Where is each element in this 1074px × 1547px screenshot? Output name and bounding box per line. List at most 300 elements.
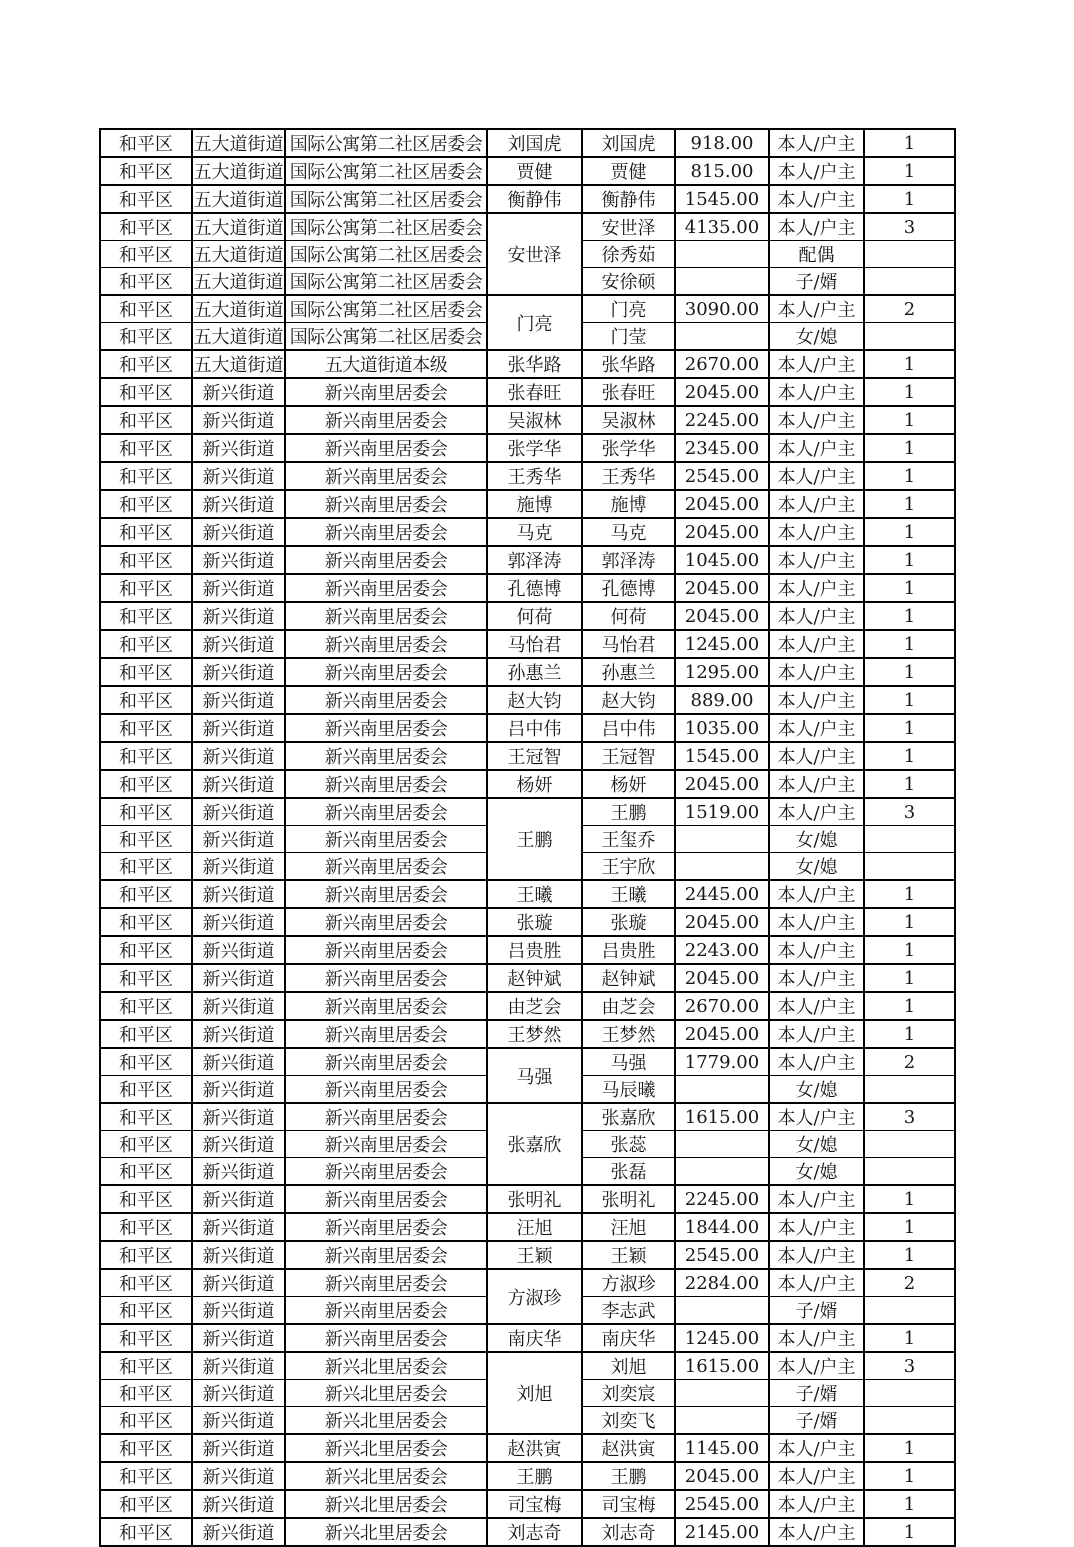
cell-street: 新兴街道 bbox=[192, 462, 285, 490]
table-row bbox=[100, 157, 955, 185]
cell-count: 1 bbox=[864, 1020, 955, 1048]
cell-district: 和平区 bbox=[100, 1020, 192, 1048]
cell-amount bbox=[675, 826, 769, 853]
cell-member: 汪旭 bbox=[582, 1213, 675, 1241]
cell-street: 新兴街道 bbox=[192, 742, 285, 770]
cell-relation: 本人/户主 bbox=[769, 157, 864, 185]
cell-relation: 本人/户主 bbox=[769, 434, 864, 462]
cell-amount: 2243.00 bbox=[675, 936, 769, 964]
cell-head: 汪旭 bbox=[487, 1213, 582, 1241]
table-row bbox=[100, 462, 955, 490]
cell-street: 新兴街道 bbox=[192, 378, 285, 406]
cell-district: 和平区 bbox=[100, 714, 192, 742]
cell-street: 新兴街道 bbox=[192, 518, 285, 546]
cell-count: 1 bbox=[864, 1518, 955, 1546]
cell-head: 方淑珍 bbox=[487, 1269, 582, 1324]
table-row bbox=[100, 714, 955, 742]
cell-district: 和平区 bbox=[100, 157, 192, 185]
cell-head: 张璇 bbox=[487, 908, 582, 936]
cell-member: 吕贵胜 bbox=[582, 936, 675, 964]
cell-district: 和平区 bbox=[100, 518, 192, 546]
cell-committee: 新兴南里居委会 bbox=[285, 658, 487, 686]
table-row bbox=[100, 964, 955, 992]
cell-member: 贾健 bbox=[582, 157, 675, 185]
cell-member: 刘国虎 bbox=[582, 129, 675, 157]
cell-district: 和平区 bbox=[100, 1324, 192, 1352]
table-row bbox=[100, 1490, 955, 1518]
cell-member: 张春旺 bbox=[582, 378, 675, 406]
table-row bbox=[100, 406, 955, 434]
cell-count: 1 bbox=[864, 602, 955, 630]
household-table-body bbox=[100, 129, 955, 1546]
cell-street: 新兴街道 bbox=[192, 1462, 285, 1490]
cell-amount: 2545.00 bbox=[675, 1241, 769, 1269]
cell-amount: 2670.00 bbox=[675, 992, 769, 1020]
cell-member: 刘旭 bbox=[582, 1352, 675, 1380]
cell-amount: 1295.00 bbox=[675, 658, 769, 686]
cell-street: 新兴街道 bbox=[192, 1352, 285, 1380]
cell-committee: 新兴南里居委会 bbox=[285, 742, 487, 770]
cell-count: 1 bbox=[864, 518, 955, 546]
cell-district: 和平区 bbox=[100, 406, 192, 434]
cell-amount: 1045.00 bbox=[675, 546, 769, 574]
cell-count: 1 bbox=[864, 686, 955, 714]
cell-district: 和平区 bbox=[100, 602, 192, 630]
cell-relation: 本人/户主 bbox=[769, 1324, 864, 1352]
cell-member: 王冠智 bbox=[582, 742, 675, 770]
cell-amount bbox=[675, 268, 769, 296]
table-row bbox=[100, 602, 955, 630]
cell-street: 新兴街道 bbox=[192, 602, 285, 630]
cell-street: 新兴街道 bbox=[192, 490, 285, 518]
cell-member: 郭泽涛 bbox=[582, 546, 675, 574]
cell-committee: 新兴南里居委会 bbox=[285, 798, 487, 826]
cell-amount: 2545.00 bbox=[675, 462, 769, 490]
cell-count bbox=[864, 323, 955, 351]
table-row bbox=[100, 936, 955, 964]
cell-district: 和平区 bbox=[100, 1103, 192, 1131]
cell-count: 3 bbox=[864, 213, 955, 241]
table-row bbox=[100, 185, 955, 213]
cell-street: 新兴街道 bbox=[192, 630, 285, 658]
cell-committee: 新兴北里居委会 bbox=[285, 1352, 487, 1380]
cell-count: 2 bbox=[864, 295, 955, 323]
cell-amount bbox=[675, 1158, 769, 1186]
table-row bbox=[100, 518, 955, 546]
cell-relation: 本人/户主 bbox=[769, 658, 864, 686]
cell-committee: 国际公寓第二社区居委会 bbox=[285, 185, 487, 213]
cell-committee: 新兴南里居委会 bbox=[285, 1297, 487, 1325]
cell-relation: 女/媳 bbox=[769, 826, 864, 853]
table-row bbox=[100, 213, 955, 241]
cell-committee: 新兴北里居委会 bbox=[285, 1490, 487, 1518]
cell-district: 和平区 bbox=[100, 826, 192, 853]
table-row bbox=[100, 129, 955, 157]
cell-head: 张明礼 bbox=[487, 1185, 582, 1213]
cell-street: 新兴街道 bbox=[192, 1158, 285, 1186]
cell-relation: 本人/户主 bbox=[769, 602, 864, 630]
cell-count: 1 bbox=[864, 1462, 955, 1490]
cell-relation: 本人/户主 bbox=[769, 880, 864, 908]
cell-amount: 2045.00 bbox=[675, 1462, 769, 1490]
cell-relation: 本人/户主 bbox=[769, 908, 864, 936]
cell-relation: 本人/户主 bbox=[769, 1241, 864, 1269]
cell-committee: 新兴南里居委会 bbox=[285, 880, 487, 908]
cell-district: 和平区 bbox=[100, 129, 192, 157]
cell-district: 和平区 bbox=[100, 1434, 192, 1462]
cell-district: 和平区 bbox=[100, 1048, 192, 1076]
cell-committee: 新兴南里居委会 bbox=[285, 1076, 487, 1104]
cell-count bbox=[864, 1407, 955, 1435]
table-row bbox=[100, 1434, 955, 1462]
cell-amount: 2245.00 bbox=[675, 406, 769, 434]
cell-member: 马克 bbox=[582, 518, 675, 546]
cell-district: 和平区 bbox=[100, 378, 192, 406]
cell-relation: 本人/户主 bbox=[769, 1518, 864, 1546]
cell-street: 五大道街道 bbox=[192, 157, 285, 185]
cell-count: 1 bbox=[864, 936, 955, 964]
cell-district: 和平区 bbox=[100, 658, 192, 686]
cell-count bbox=[864, 1158, 955, 1186]
cell-district: 和平区 bbox=[100, 798, 192, 826]
cell-count: 2 bbox=[864, 1048, 955, 1076]
cell-relation: 本人/户主 bbox=[769, 1490, 864, 1518]
cell-amount: 1615.00 bbox=[675, 1352, 769, 1380]
cell-head: 王鹏 bbox=[487, 1462, 582, 1490]
cell-member: 李志武 bbox=[582, 1297, 675, 1325]
cell-count: 1 bbox=[864, 490, 955, 518]
cell-street: 新兴街道 bbox=[192, 770, 285, 798]
cell-head: 司宝梅 bbox=[487, 1490, 582, 1518]
cell-street: 新兴街道 bbox=[192, 1380, 285, 1407]
household-benefit-table bbox=[99, 128, 956, 1547]
cell-street: 五大道街道 bbox=[192, 350, 285, 378]
cell-amount: 4135.00 bbox=[675, 213, 769, 241]
cell-count bbox=[864, 853, 955, 881]
cell-district: 和平区 bbox=[100, 770, 192, 798]
cell-district: 和平区 bbox=[100, 1241, 192, 1269]
cell-count: 3 bbox=[864, 1103, 955, 1131]
cell-head: 张嘉欣 bbox=[487, 1103, 582, 1185]
cell-relation: 本人/户主 bbox=[769, 1048, 864, 1076]
cell-district: 和平区 bbox=[100, 1158, 192, 1186]
cell-committee: 国际公寓第二社区居委会 bbox=[285, 241, 487, 268]
cell-committee: 新兴南里居委会 bbox=[285, 1158, 487, 1186]
cell-amount: 1519.00 bbox=[675, 798, 769, 826]
cell-member: 门莹 bbox=[582, 323, 675, 351]
cell-member: 门亮 bbox=[582, 295, 675, 323]
cell-relation: 本人/户主 bbox=[769, 964, 864, 992]
table-row bbox=[100, 1103, 955, 1131]
cell-street: 新兴街道 bbox=[192, 1131, 285, 1158]
cell-committee: 新兴南里居委会 bbox=[285, 964, 487, 992]
cell-member: 司宝梅 bbox=[582, 1490, 675, 1518]
cell-committee: 新兴北里居委会 bbox=[285, 1380, 487, 1407]
table-row bbox=[100, 880, 955, 908]
cell-committee: 新兴南里居委会 bbox=[285, 853, 487, 881]
cell-committee: 新兴南里居委会 bbox=[285, 630, 487, 658]
cell-district: 和平区 bbox=[100, 1518, 192, 1546]
cell-count bbox=[864, 1297, 955, 1325]
cell-head: 马怡君 bbox=[487, 630, 582, 658]
cell-amount: 1245.00 bbox=[675, 630, 769, 658]
cell-count: 1 bbox=[864, 378, 955, 406]
cell-street: 新兴街道 bbox=[192, 1407, 285, 1435]
table-row bbox=[100, 546, 955, 574]
cell-street: 新兴街道 bbox=[192, 936, 285, 964]
cell-relation: 本人/户主 bbox=[769, 742, 864, 770]
cell-relation: 本人/户主 bbox=[769, 1434, 864, 1462]
table-row bbox=[100, 1324, 955, 1352]
cell-committee: 新兴南里居委会 bbox=[285, 1103, 487, 1131]
cell-street: 新兴街道 bbox=[192, 798, 285, 826]
cell-count: 1 bbox=[864, 1324, 955, 1352]
cell-head: 赵洪寅 bbox=[487, 1434, 582, 1462]
cell-committee: 新兴南里居委会 bbox=[285, 518, 487, 546]
cell-member: 张璇 bbox=[582, 908, 675, 936]
cell-committee: 新兴南里居委会 bbox=[285, 686, 487, 714]
cell-member: 安世泽 bbox=[582, 213, 675, 241]
cell-street: 新兴街道 bbox=[192, 908, 285, 936]
cell-street: 新兴街道 bbox=[192, 1490, 285, 1518]
cell-relation: 本人/户主 bbox=[769, 490, 864, 518]
cell-street: 新兴街道 bbox=[192, 1434, 285, 1462]
cell-head: 门亮 bbox=[487, 295, 582, 350]
cell-district: 和平区 bbox=[100, 1076, 192, 1104]
cell-amount: 1145.00 bbox=[675, 1434, 769, 1462]
table-row bbox=[100, 1213, 955, 1241]
cell-head: 张学华 bbox=[487, 434, 582, 462]
cell-amount bbox=[675, 1297, 769, 1325]
cell-count: 1 bbox=[864, 770, 955, 798]
cell-member: 张磊 bbox=[582, 1158, 675, 1186]
cell-relation: 配偶 bbox=[769, 241, 864, 268]
cell-relation: 本人/户主 bbox=[769, 1103, 864, 1131]
cell-committee: 新兴南里居委会 bbox=[285, 908, 487, 936]
cell-committee: 五大道街道本级 bbox=[285, 350, 487, 378]
cell-amount: 1545.00 bbox=[675, 185, 769, 213]
cell-member: 赵钟斌 bbox=[582, 964, 675, 992]
cell-relation: 本人/户主 bbox=[769, 350, 864, 378]
cell-head: 由芝会 bbox=[487, 992, 582, 1020]
cell-member: 刘奕宸 bbox=[582, 1380, 675, 1407]
table-row bbox=[100, 490, 955, 518]
cell-relation: 本人/户主 bbox=[769, 213, 864, 241]
cell-relation: 本人/户主 bbox=[769, 546, 864, 574]
cell-amount: 1615.00 bbox=[675, 1103, 769, 1131]
cell-count: 1 bbox=[864, 462, 955, 490]
table-row bbox=[100, 908, 955, 936]
cell-relation: 本人/户主 bbox=[769, 992, 864, 1020]
cell-count: 1 bbox=[864, 630, 955, 658]
cell-count bbox=[864, 241, 955, 268]
cell-head: 张春旺 bbox=[487, 378, 582, 406]
cell-count: 1 bbox=[864, 1490, 955, 1518]
cell-amount bbox=[675, 1407, 769, 1435]
cell-member: 南庆华 bbox=[582, 1324, 675, 1352]
cell-head: 刘旭 bbox=[487, 1352, 582, 1434]
cell-relation: 本人/户主 bbox=[769, 1213, 864, 1241]
cell-street: 五大道街道 bbox=[192, 268, 285, 296]
cell-amount: 815.00 bbox=[675, 157, 769, 185]
cell-count: 1 bbox=[864, 185, 955, 213]
cell-head: 马克 bbox=[487, 518, 582, 546]
cell-district: 和平区 bbox=[100, 1269, 192, 1297]
cell-member: 吕中伟 bbox=[582, 714, 675, 742]
cell-street: 新兴街道 bbox=[192, 1103, 285, 1131]
cell-member: 张明礼 bbox=[582, 1185, 675, 1213]
table-row bbox=[100, 1462, 955, 1490]
cell-district: 和平区 bbox=[100, 964, 192, 992]
table-row bbox=[100, 992, 955, 1020]
cell-district: 和平区 bbox=[100, 546, 192, 574]
cell-committee: 新兴南里居委会 bbox=[285, 1213, 487, 1241]
cell-head: 吕中伟 bbox=[487, 714, 582, 742]
cell-amount: 2445.00 bbox=[675, 880, 769, 908]
cell-district: 和平区 bbox=[100, 880, 192, 908]
cell-amount bbox=[675, 1380, 769, 1407]
cell-amount: 1545.00 bbox=[675, 742, 769, 770]
cell-amount: 1779.00 bbox=[675, 1048, 769, 1076]
cell-district: 和平区 bbox=[100, 350, 192, 378]
table-row bbox=[100, 742, 955, 770]
cell-count: 1 bbox=[864, 350, 955, 378]
cell-member: 张学华 bbox=[582, 434, 675, 462]
cell-district: 和平区 bbox=[100, 462, 192, 490]
cell-district: 和平区 bbox=[100, 1462, 192, 1490]
table-row bbox=[100, 770, 955, 798]
cell-head: 张华路 bbox=[487, 350, 582, 378]
cell-member: 马强 bbox=[582, 1048, 675, 1076]
cell-head: 孙惠兰 bbox=[487, 658, 582, 686]
cell-count: 1 bbox=[864, 434, 955, 462]
cell-count: 1 bbox=[864, 964, 955, 992]
cell-street: 新兴街道 bbox=[192, 658, 285, 686]
table-row bbox=[100, 1518, 955, 1546]
cell-street: 新兴街道 bbox=[192, 1076, 285, 1104]
cell-relation: 本人/户主 bbox=[769, 378, 864, 406]
cell-street: 新兴街道 bbox=[192, 853, 285, 881]
cell-committee: 新兴北里居委会 bbox=[285, 1434, 487, 1462]
cell-head: 贾健 bbox=[487, 157, 582, 185]
cell-amount: 2045.00 bbox=[675, 490, 769, 518]
cell-relation: 本人/户主 bbox=[769, 1269, 864, 1297]
cell-committee: 新兴北里居委会 bbox=[285, 1518, 487, 1546]
cell-committee: 新兴南里居委会 bbox=[285, 406, 487, 434]
table-row bbox=[100, 350, 955, 378]
cell-district: 和平区 bbox=[100, 574, 192, 602]
cell-head: 吴淑林 bbox=[487, 406, 582, 434]
cell-relation: 本人/户主 bbox=[769, 770, 864, 798]
cell-count bbox=[864, 1131, 955, 1158]
cell-relation: 本人/户主 bbox=[769, 574, 864, 602]
cell-street: 五大道街道 bbox=[192, 213, 285, 241]
cell-head: 南庆华 bbox=[487, 1324, 582, 1352]
cell-committee: 国际公寓第二社区居委会 bbox=[285, 323, 487, 351]
cell-committee: 新兴南里居委会 bbox=[285, 546, 487, 574]
cell-committee: 新兴南里居委会 bbox=[285, 770, 487, 798]
cell-committee: 新兴南里居委会 bbox=[285, 490, 487, 518]
cell-committee: 国际公寓第二社区居委会 bbox=[285, 157, 487, 185]
cell-head: 吕贵胜 bbox=[487, 936, 582, 964]
cell-member: 杨妍 bbox=[582, 770, 675, 798]
table-row bbox=[100, 378, 955, 406]
cell-relation: 本人/户主 bbox=[769, 714, 864, 742]
cell-count: 1 bbox=[864, 1213, 955, 1241]
cell-amount: 1245.00 bbox=[675, 1324, 769, 1352]
cell-count: 1 bbox=[864, 1185, 955, 1213]
cell-head: 安世泽 bbox=[487, 213, 582, 295]
cell-member: 王颖 bbox=[582, 1241, 675, 1269]
cell-head: 孔德博 bbox=[487, 574, 582, 602]
cell-committee: 国际公寓第二社区居委会 bbox=[285, 268, 487, 296]
cell-relation: 本人/户主 bbox=[769, 1020, 864, 1048]
cell-relation: 女/媳 bbox=[769, 1076, 864, 1104]
cell-amount: 2045.00 bbox=[675, 518, 769, 546]
cell-district: 和平区 bbox=[100, 1131, 192, 1158]
cell-count: 1 bbox=[864, 880, 955, 908]
cell-amount: 2045.00 bbox=[675, 770, 769, 798]
cell-member: 王曦 bbox=[582, 880, 675, 908]
cell-district: 和平区 bbox=[100, 295, 192, 323]
cell-member: 赵洪寅 bbox=[582, 1434, 675, 1462]
cell-relation: 本人/户主 bbox=[769, 686, 864, 714]
cell-member: 刘奕飞 bbox=[582, 1407, 675, 1435]
cell-count: 1 bbox=[864, 129, 955, 157]
cell-amount: 2045.00 bbox=[675, 574, 769, 602]
table-row bbox=[100, 434, 955, 462]
cell-head: 何荷 bbox=[487, 602, 582, 630]
table-row bbox=[100, 1352, 955, 1380]
cell-district: 和平区 bbox=[100, 434, 192, 462]
cell-district: 和平区 bbox=[100, 992, 192, 1020]
cell-count bbox=[864, 268, 955, 296]
cell-street: 新兴街道 bbox=[192, 1297, 285, 1325]
cell-head: 衡静伟 bbox=[487, 185, 582, 213]
table-row bbox=[100, 1185, 955, 1213]
cell-member: 安徐硕 bbox=[582, 268, 675, 296]
cell-relation: 子/婿 bbox=[769, 1297, 864, 1325]
cell-street: 新兴街道 bbox=[192, 1048, 285, 1076]
cell-member: 徐秀茹 bbox=[582, 241, 675, 268]
cell-relation: 本人/户主 bbox=[769, 630, 864, 658]
cell-district: 和平区 bbox=[100, 1185, 192, 1213]
cell-committee: 新兴南里居委会 bbox=[285, 1020, 487, 1048]
cell-amount bbox=[675, 323, 769, 351]
cell-head: 王鹏 bbox=[487, 798, 582, 880]
cell-head: 刘志奇 bbox=[487, 1518, 582, 1546]
cell-relation: 女/媳 bbox=[769, 1131, 864, 1158]
cell-relation: 本人/户主 bbox=[769, 406, 864, 434]
cell-relation: 本人/户主 bbox=[769, 1185, 864, 1213]
cell-district: 和平区 bbox=[100, 268, 192, 296]
cell-count bbox=[864, 1076, 955, 1104]
cell-street: 新兴街道 bbox=[192, 992, 285, 1020]
cell-count: 1 bbox=[864, 574, 955, 602]
cell-amount: 2545.00 bbox=[675, 1490, 769, 1518]
cell-district: 和平区 bbox=[100, 630, 192, 658]
cell-count: 1 bbox=[864, 742, 955, 770]
cell-district: 和平区 bbox=[100, 1490, 192, 1518]
cell-relation: 本人/户主 bbox=[769, 936, 864, 964]
cell-district: 和平区 bbox=[100, 1297, 192, 1325]
cell-street: 新兴街道 bbox=[192, 1269, 285, 1297]
cell-count: 1 bbox=[864, 157, 955, 185]
cell-street: 新兴街道 bbox=[192, 1213, 285, 1241]
cell-committee: 新兴南里居委会 bbox=[285, 1131, 487, 1158]
cell-amount bbox=[675, 1076, 769, 1104]
cell-count bbox=[864, 826, 955, 853]
